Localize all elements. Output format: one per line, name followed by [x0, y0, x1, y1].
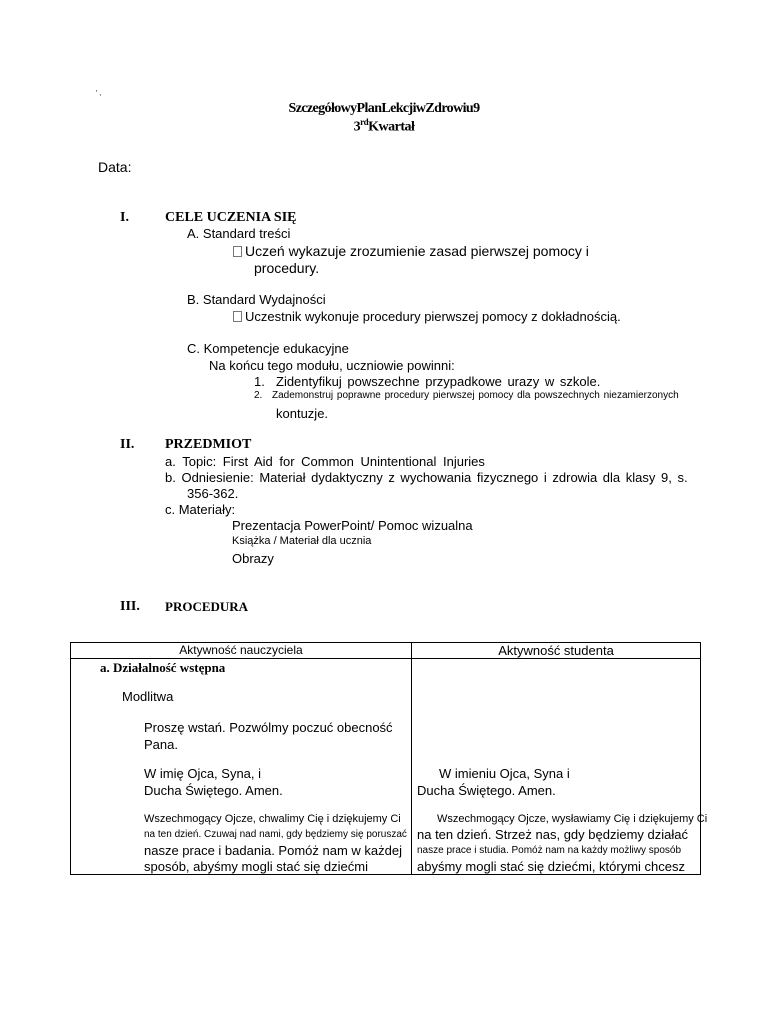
bullet-icon: [233, 311, 242, 322]
teacher-text: na ten dzień. Czuwaj nad nami, gdy będziemy się poruszać: [144, 829, 407, 840]
section-1-b-item-text: Uczestnik wykonuje procedury pierwszej pomocy z dokładnością.: [245, 309, 621, 324]
student-text: Wszechmogący Ojcze, wysławiamy Cię i dziękujemy Ci: [437, 813, 708, 825]
document-subtitle: [0, 117, 768, 136]
teacher-text: Ducha Świętego. Amen.: [144, 783, 283, 798]
section-3-title: PROCEDURA: [165, 599, 249, 614]
teacher-header-cell: [71, 643, 412, 659]
competency-1-number: 1.: [254, 374, 265, 389]
section-1-b-label: B. Standard Wydajności: [187, 292, 326, 307]
section-3-numeral: III.: [120, 599, 140, 614]
competency-2: Zademonstruj poprawne procedury pierwszej pomocy dla powszechnych niezamierzonych: [272, 390, 679, 401]
teacher-text: Pana.: [144, 737, 178, 752]
student-text: W imieniu Ojca, Syna i: [439, 766, 570, 781]
subject-topic: a. Topic: First Aid for Common Unintentional Injuries: [165, 454, 485, 469]
subject-reference: b. Odniesienie: Materiał dydaktyczny z wychowania fizycznego i zdrowia dla klasy 9, s.: [165, 470, 688, 485]
document-title: SzczegółowyPlanLekcjiwZdrowiu9: [288, 101, 480, 116]
section-1-a-item-text: Uczeń wykazuje zrozumienie zasad pierwszej pomocy i: [245, 243, 589, 259]
intro-activity-label: a. Działalność wstępna: [100, 660, 226, 675]
teacher-text: W imię Ojca, Syna, i: [144, 766, 262, 781]
teacher-activity-header: Aktywność nauczyciela: [179, 643, 303, 657]
material-item: Prezentacja PowerPoint/ Pomoc wizualna: [232, 518, 473, 533]
teacher-text: nasze prace i badania. Pomóż nam w każdej: [144, 843, 402, 858]
section-1-c-label: C. Kompetencje edukacyjne: [187, 341, 349, 356]
student-activity-cell: [412, 659, 708, 875]
competency-2-cont: kontuzje.: [276, 406, 329, 421]
material-item: Obrazy: [232, 551, 274, 566]
date-label: Data:: [98, 159, 132, 175]
student-text: na ten dzień. Strzeż nas, gdy będziemy działać: [417, 827, 688, 842]
competency-1: Zidentyfikuj powszechne przypadkowe urazy w szkole.: [276, 374, 601, 389]
section-1-title: CELE UCZENIA SIĘ: [165, 210, 297, 225]
bullet-icon: [233, 246, 242, 257]
procedure-table: [70, 642, 708, 875]
competency-2-number: 2.: [254, 390, 263, 401]
section-1-a-label: A. Standard treści: [187, 226, 291, 241]
section-1-a-item: [233, 243, 589, 259]
student-activity-header: Aktywność studenta: [498, 643, 614, 658]
student-text: Ducha Świętego. Amen.: [417, 783, 556, 798]
section-2-numeral: II.: [120, 437, 135, 452]
student-text: abyśmy mogli stać się dziećmi, którymi chcesz: [417, 859, 686, 874]
subtitle-ordinal: rd: [360, 117, 369, 127]
student-header-cell: [412, 643, 701, 659]
teacher-text: sposób, abyśmy mogli stać się dziećmi: [144, 859, 368, 874]
section-1-a-item-cont: procedury.: [254, 260, 320, 276]
section-1-numeral: I.: [120, 210, 129, 225]
teacher-text: Wszechmogący Ojcze, chwalimy Cię i dziękujemy Ci: [144, 813, 401, 825]
material-item: Książka / Materiał dla ucznia: [232, 535, 372, 547]
student-text: nasze prace i studia. Pomóż nam na każdy możliwy sposób: [417, 845, 682, 856]
teacher-activity-cell: [71, 659, 412, 875]
teacher-text: Proszę wstań. Pozwólmy poczuć obecność: [144, 720, 393, 735]
corner-mark: ' ,: [96, 90, 102, 97]
prayer-label: Modlitwa: [122, 689, 174, 704]
section-1-c-intro: Na końcu tego modułu, uczniowie powinni:: [209, 358, 455, 373]
section-1-b-item: [233, 309, 621, 324]
subject-reference-pages: 356-362.: [187, 486, 239, 501]
subtitle-text: Kwartał: [368, 119, 415, 135]
subject-materials-label: c. Materiały:: [165, 502, 236, 517]
subtitle-number: 3: [353, 119, 361, 135]
section-2-title: PRZEDMIOT: [165, 437, 252, 452]
